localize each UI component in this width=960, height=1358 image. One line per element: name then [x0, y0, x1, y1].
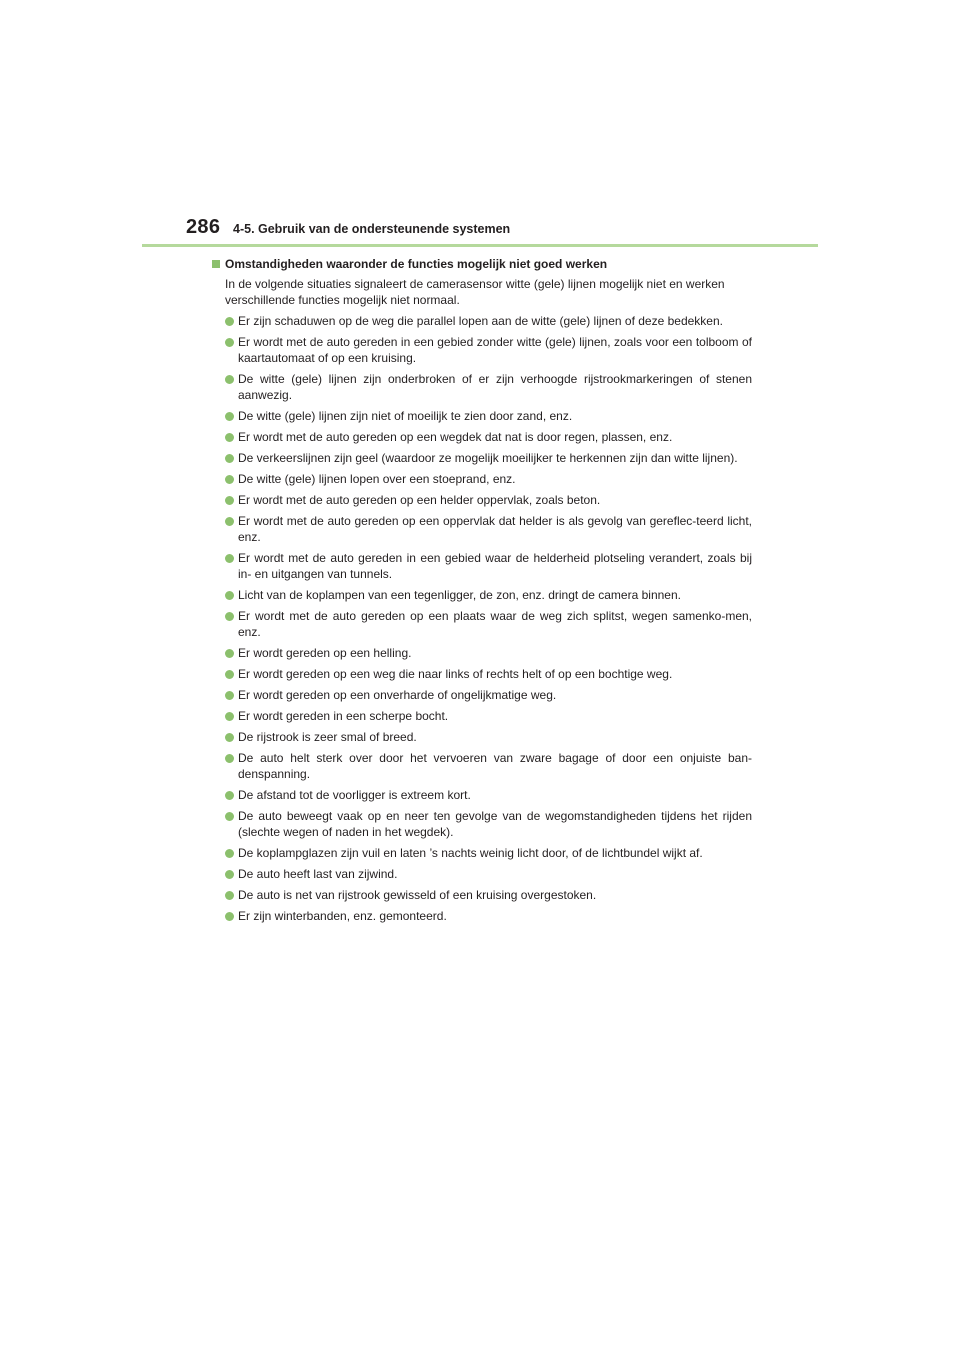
list-item — [212, 845, 752, 861]
list-item-text: De witte (gele) lijnen zijn onderbroken of er zijn verhoogde rijstrookmarkeringen of stenen aanwezig. — [238, 372, 752, 402]
list-item-text: Er wordt met de auto gereden in een gebied zonder witte (gele) lijnen, zoals voor een tolboom of kaartautomaat of op een kruising. — [238, 335, 752, 365]
subheading — [212, 256, 752, 272]
round-bullet-icon — [225, 591, 234, 600]
list-item-text: Er zijn winterbanden, enz. gemonteerd. — [238, 909, 447, 923]
intro-paragraph: In de volgende situaties signaleert de camerasensor witte (gele) lijnen mogelijk niet en werken verschillende functies mogelijk niet normaal. — [225, 277, 725, 307]
list-item — [212, 908, 752, 924]
list-item-text: De koplampglazen zijn vuil en laten ’s nachts weinig licht door, of de lichtbundel wijkt af. — [238, 846, 703, 860]
list-item-text: Er wordt gereden in een scherpe bocht. — [238, 709, 449, 723]
list-item — [212, 708, 752, 724]
list-item — [212, 687, 752, 703]
list-item-text: Er zijn schaduwen op de weg die parallel lopen aan de witte (gele) lijnen of deze bedekken. — [238, 314, 723, 328]
list-item — [212, 492, 752, 508]
round-bullet-icon — [225, 338, 234, 347]
list-item — [212, 450, 752, 466]
list-item-text: Er wordt met de auto gereden op een oppervlak dat helder is als gevolg van gereflec-teerd licht, enz. — [238, 514, 752, 544]
list-item-text: De verkeerslijnen zijn geel (waardoor ze mogelijk moeilijker te herkennen zijn dan witte lijnen). — [238, 451, 738, 465]
list-item-text: De auto is net van rijstrook gewisseld of een kruising overgestoken. — [238, 888, 597, 902]
round-bullet-icon — [225, 891, 234, 900]
page-header — [186, 216, 820, 244]
round-bullet-icon — [225, 733, 234, 742]
list-item — [212, 750, 752, 782]
round-bullet-icon — [225, 475, 234, 484]
list-item — [212, 587, 752, 603]
list-item — [212, 550, 752, 582]
round-bullet-icon — [225, 554, 234, 563]
list-item — [212, 313, 752, 329]
list-item — [212, 787, 752, 803]
list-item-text: Er wordt met de auto gereden op een wegdek dat nat is door regen, plassen, enz. — [238, 430, 673, 444]
list-item-text: Licht van de koplampen van een tegenligger, de zon, enz. dringt de camera binnen. — [238, 588, 681, 602]
round-bullet-icon — [225, 912, 234, 921]
list-item — [212, 645, 752, 661]
list-item-text: Er wordt gereden op een onverharde of ongelijkmatige weg. — [238, 688, 557, 702]
list-item — [212, 887, 752, 903]
bullet-list — [212, 313, 752, 924]
subheading-text: Omstandigheden waaronder de functies mogelijk niet goed werken — [225, 257, 608, 271]
list-item-text: De witte (gele) lijnen zijn niet of moeilijk te zien door zand, enz. — [238, 409, 573, 423]
section-title: 4-5. Gebruik van de ondersteunende systemen — [233, 222, 511, 236]
round-bullet-icon — [225, 791, 234, 800]
round-bullet-icon — [225, 649, 234, 658]
list-item-text: Er wordt met de auto gereden op een plaats waar de weg zich splitst, wegen samenko-men, enz. — [238, 609, 752, 639]
list-item-text: De rijstrook is zeer smal of breed. — [238, 730, 417, 744]
round-bullet-icon — [225, 754, 234, 763]
list-item — [212, 608, 752, 640]
list-item — [212, 334, 752, 366]
round-bullet-icon — [225, 517, 234, 526]
list-item — [212, 371, 752, 403]
main-content — [212, 256, 752, 929]
list-item — [212, 666, 752, 682]
page-number: 286 — [186, 216, 221, 238]
round-bullet-icon — [225, 612, 234, 621]
round-bullet-icon — [225, 317, 234, 326]
list-item-text: De afstand tot de voorligger is extreem kort. — [238, 788, 471, 802]
list-item-text: Er wordt gereden op een helling. — [238, 646, 412, 660]
round-bullet-icon — [225, 375, 234, 384]
list-item — [212, 429, 752, 445]
list-item-text: Er wordt gereden op een weg die naar links of rechts helt of op een bochtige weg. — [238, 667, 673, 681]
list-item-text: De auto heeft last van zijwind. — [238, 867, 398, 881]
round-bullet-icon — [225, 849, 234, 858]
list-item-text: Er wordt met de auto gereden op een helder oppervlak, zoals beton. — [238, 493, 601, 507]
list-item — [212, 513, 752, 545]
round-bullet-icon — [225, 433, 234, 442]
round-bullet-icon — [225, 870, 234, 879]
list-item — [212, 471, 752, 487]
list-item-text: De witte (gele) lijnen lopen over een stoeprand, enz. — [238, 472, 516, 486]
round-bullet-icon — [225, 691, 234, 700]
round-bullet-icon — [225, 812, 234, 821]
list-item — [212, 729, 752, 745]
header-divider — [142, 244, 818, 247]
square-bullet-icon — [212, 260, 220, 268]
list-item — [212, 808, 752, 840]
list-item-text: De auto helt sterk over door het vervoeren van zware bagage of door een onjuiste ban-denspanning. — [238, 751, 752, 781]
round-bullet-icon — [225, 670, 234, 679]
list-item-text: De auto beweegt vaak op en neer ten gevolge van de wegomstandigheden tijdens het rijden (slechte wegen of naden in het wegdek). — [238, 809, 752, 839]
round-bullet-icon — [225, 496, 234, 505]
list-item — [212, 866, 752, 882]
round-bullet-icon — [225, 412, 234, 421]
round-bullet-icon — [225, 712, 234, 721]
list-item-text: Er wordt met de auto gereden in een gebied waar de helderheid plotseling verandert, zoals bij in- en uitgangen van tunnels. — [238, 551, 752, 581]
round-bullet-icon — [225, 454, 234, 463]
list-item — [212, 408, 752, 424]
